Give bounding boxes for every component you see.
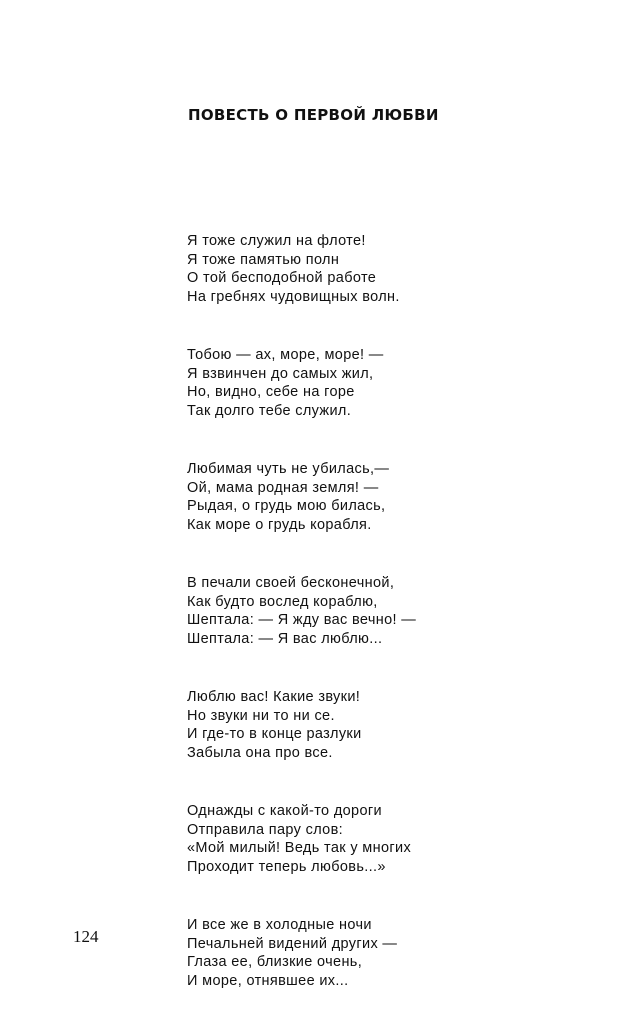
poem-line: Шептала: — Я жду вас вечно! — [187,612,417,628]
stanza-2 [187,346,607,420]
poem-line: Отправила пару слов: [187,821,344,838]
poem-line: Шептала: — Я вас люблю... [187,630,383,647]
stanza-5 [187,688,607,762]
poem-line: Рыдая, о грудь мою билась, [187,498,386,514]
poem-line: Я тоже памятью полн [187,251,340,268]
poem-line: Так долго тебе служил. [187,402,352,419]
poem-line: Люблю вас! Какие звуки! [187,689,361,705]
poem-line: О той бесподобной работе [187,270,377,286]
poem-line: Ой, мама родная земля! — [187,479,379,496]
poem-line: Как будто вослед кораблю, [187,593,378,610]
stanza-1 [187,232,607,306]
poem-line: Я тоже служил на флоте! [187,233,366,249]
poem-line: Однажды с какой-то дороги [187,803,382,819]
poem-line: И все же в холодные ночи [187,917,372,933]
stanza-3 [187,460,607,534]
page-number: 124 [73,927,99,946]
poem-body [187,232,607,1030]
poem-line: На гребнях чудовищных волн. [187,288,400,305]
poem-line: Забыла она про все. [187,744,333,761]
poem-line: Как море о грудь корабля. [187,516,372,533]
poem-line: В печали своей бесконечной, [187,575,395,591]
poem-line: Но, видно, себе на горе [187,384,355,400]
poem-line: «Мой милый! Ведь так у многих [187,840,412,856]
poem-line: Печальней видений других — [187,935,398,952]
poem-line: Тобою — ах, море, море! — [187,347,384,363]
poem-line: Глаза ее, близкие очень, [187,954,363,970]
poem-line: Любимая чуть не убилась,— [187,461,390,477]
poem-line: И где-то в конце разлуки [187,726,362,742]
poem-line: Проходит теперь любовь...» [187,858,386,875]
stanza-4 [187,574,607,648]
poem-line: И море, отнявшее их... [187,972,349,989]
stanza-7 [187,916,607,990]
poem-line: Но звуки ни то ни се. [187,707,335,724]
poem-title: ПОВЕСТЬ О ПЕРВОЙ ЛЮБВИ [188,106,439,124]
stanza-6 [187,802,607,876]
poem-line: Я взвинчен до самых жил, [187,365,374,382]
